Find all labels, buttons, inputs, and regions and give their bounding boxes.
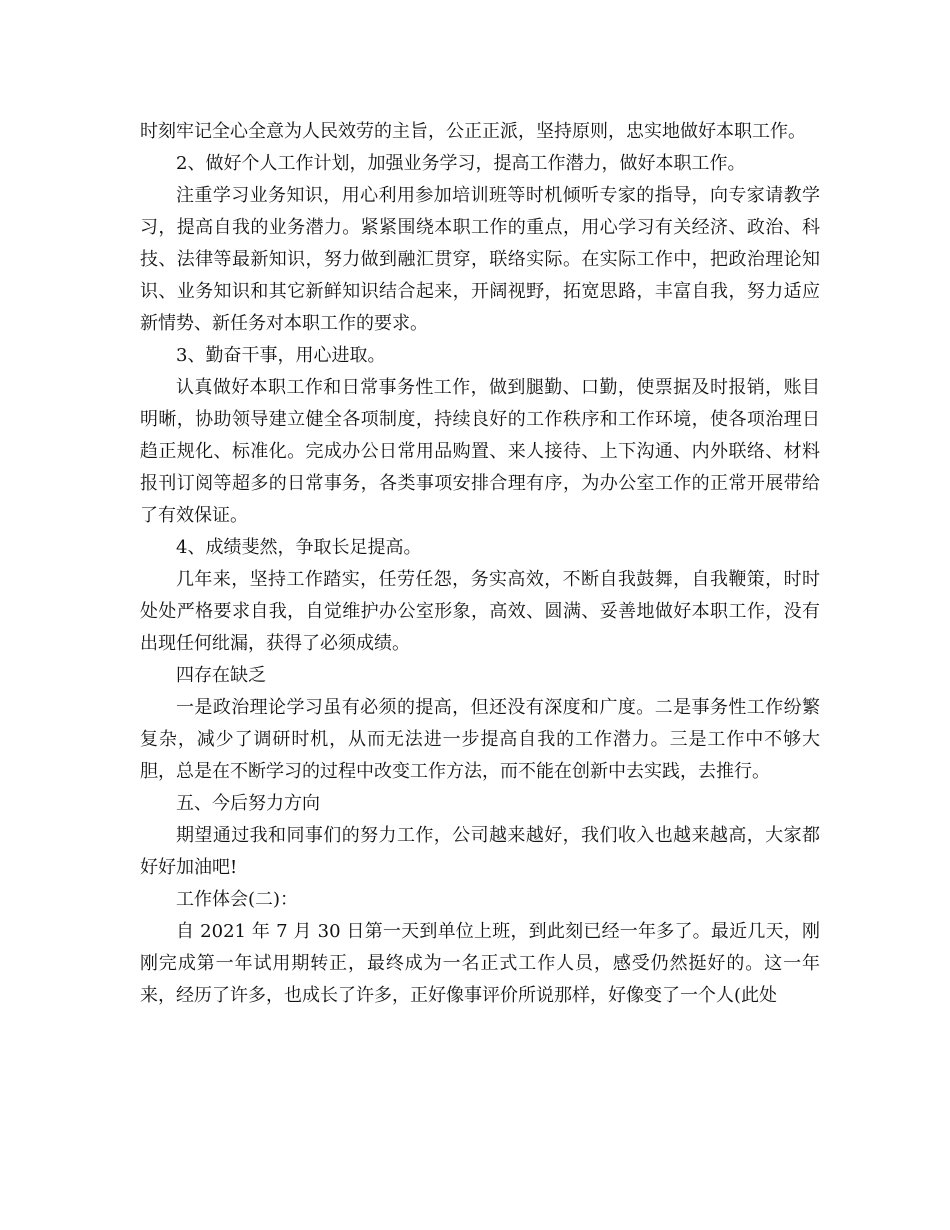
section-heading-3: 3、勤奋干事，用心进取。 — [176, 345, 386, 366]
paragraph-7: 几年来，坚持工作踏实，任劳任怨，务实高效，不断自我鼓舞，自我鞭策，时时处处严格要求自我，自觉维护办公室形象，高效、圆满、妥善地做好本职工作，没有出现任何纰漏，获得了必须成绩。 — [140, 569, 820, 654]
section-heading-2: 2、做好个人工作计划，加强业务学习，提高工作潜力，做好本职工作。 — [176, 153, 746, 174]
paragraph-3: 注重学习业务知识，用心利用参加培训班等时机倾听专家的指导，向专家请教学习，提高自我的业务潜力。紧紧围绕本职工作的重点，用心学习有关经济、政治、科技、法律等最新知识，努力做到融汇贯穿，联络实际。在实际工作中，把政治理论知识、业务知识和其它新鲜知识结合起来，开阔视野，拓宽思路，丰富自我，努力适应新情势、新任务对本职工作的要求。 — [140, 185, 820, 334]
section-heading-shortcomings: 四存在缺乏 — [176, 665, 266, 686]
document-body — [140, 116, 820, 1012]
paragraph-13: 自 2021 年 7 月 30 日第一天到单位上班，到此刻已经一年多了。最近几天，刚刚完成第一年试用期转正，最终成为一名正式工作人员，感受仍然挺好的。这一年来，经历了许多，也成长了许多，正好像事评价所说那样，好像变了一个人(此处 — [140, 921, 820, 1006]
paragraph-9: 一是政治理论学习虽有必须的提高，但还没有深度和广度。二是事务性工作纷繁复杂，减少了调研时机，从而无法进一步提高自我的工作潜力。三是工作中不够大胆，总是在不断学习的过程中改变工作方法，而不能在创新中去实践，去推行。 — [140, 697, 820, 782]
section-heading-future: 五、今后努力方向 — [176, 793, 320, 814]
section-heading-experience-2: 工作体会(二)： — [176, 889, 299, 910]
paragraph-5: 认真做好本职工作和日常事务性工作，做到腿勤、口勤，使票据及时报销，账目明晰，协助领导建立健全各项制度，持续良好的工作秩序和工作环境，使各项治理日趋正规化、标准化。完成办公日常用品购置、来人接待、上下沟通、内外联络、材料报刊订阅等超多的日常事务，各类事项安排合理有序，为办公室工作的正常开展带给了有效保证。 — [140, 377, 820, 526]
paragraph-1: 时刻牢记全心全意为人民效劳的主旨，公正正派，坚持原则，忠实地做好本职工作。 — [140, 121, 806, 142]
section-heading-4: 4、成绩斐然，争取长足提高。 — [176, 537, 422, 558]
paragraph-11: 期望通过我和同事们的努力工作，公司越来越好，我们收入也越来越高，大家都好好加油吧! — [140, 825, 820, 878]
